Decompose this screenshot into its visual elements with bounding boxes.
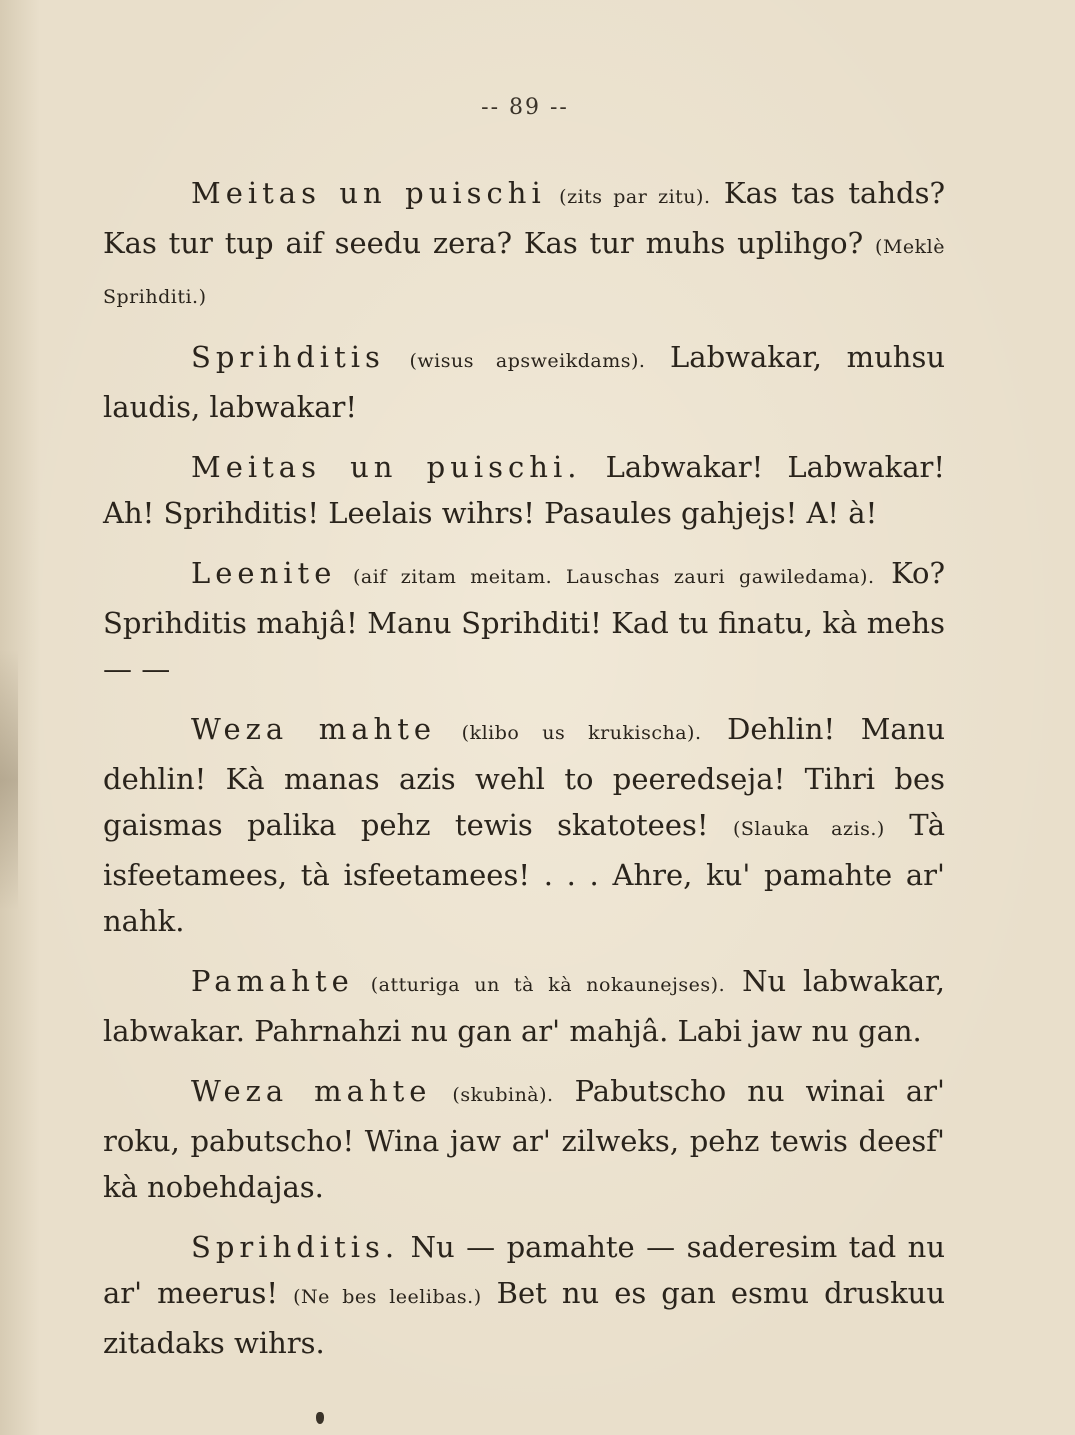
dialogue-paragraph (103, 550, 945, 692)
ink-mark (316, 1412, 324, 1424)
speaker-name: Meitas un puischi (191, 176, 546, 210)
dialogue-text: Nu labwakar, labwakar. Pahrnahzi nu gan ar' mahjâ. Labi jaw nu gan. (103, 964, 946, 1048)
dialogue-text: Tà isfeetamees, tà isfeetamees! . . . Ahre, ku' pamahte ar' nahk. (103, 808, 946, 938)
dialogue-text: Bet nu es gan esmu druskuu zitadaks wihrs. (103, 1276, 945, 1360)
dialogue-text: Labwakar! Labwakar! Ah! Sprihditis! Leelais wihrs! Pasaules gahjejs! A! à! (103, 450, 945, 530)
dialogue-text: Kas tas tahds? Kas tur tup aif seedu zera? Kas tur muhs uplihgo? (103, 176, 946, 260)
dialogue-text: Nu — pamahte — saderesim tad nu ar' meerus! (103, 1230, 945, 1310)
stage-direction: (Ne bes leelibas.) (293, 1286, 482, 1308)
page-number: -- 89 -- (481, 95, 569, 120)
stage-direction: (aif zitam meitam. Lauschas zauri gawiledama). (352, 566, 875, 588)
speaker-name: Weza mahte (191, 1074, 432, 1108)
page-edge-stain (0, 650, 18, 910)
dialogue-paragraph (103, 170, 945, 320)
dialogue-paragraph (103, 1068, 945, 1210)
dialogue-text: Pabutscho nu winai ar' roku, pabutscho! Wina jaw ar' zilweks, pehz tewis deesf' kà nobehdajas. (103, 1074, 945, 1204)
dialogue-paragraph (103, 1224, 945, 1366)
stage-direction: (Meklè Sprihditi.) (103, 236, 945, 308)
speaker-name: Meitas un puischi. (191, 450, 582, 484)
speaker-name: Weza mahte (191, 712, 437, 746)
speaker-name: Sprihditis. (191, 1230, 400, 1264)
dialogue-paragraph (103, 444, 945, 536)
dialogue-text: Labwakar, muhsu laudis, labwakar! (103, 340, 946, 424)
speaker-name: Pamahte (191, 964, 354, 998)
speaker-name: Sprihditis (191, 340, 385, 374)
stage-direction: (atturiga un tà kà nokaunejses). (370, 974, 726, 996)
dialogue-text: Ko? Sprihditis mahjâ! Manu Sprihditi! Kad tu finatu, kà mehs — — (103, 556, 946, 686)
speaker-name: Leenite (191, 556, 337, 590)
dialogue-text: Dehlin! Manu dehlin! Kà manas azis wehl to peeredseja! Tihri bes gaismas palika pehz tewis skatotees! (103, 712, 946, 842)
dialogue-paragraph (103, 958, 945, 1054)
stage-direction: (skubinà). (452, 1084, 554, 1106)
stage-direction: (zits par zitu). (559, 186, 711, 208)
stage-direction: (wisus apsweikdams). (409, 350, 646, 372)
stage-direction: (klibo us krukischa). (461, 722, 702, 744)
dialogue-paragraph (103, 706, 945, 944)
stage-direction: (Slauka azis.) (732, 818, 885, 840)
play-text (103, 170, 945, 1380)
dialogue-paragraph (103, 334, 945, 430)
